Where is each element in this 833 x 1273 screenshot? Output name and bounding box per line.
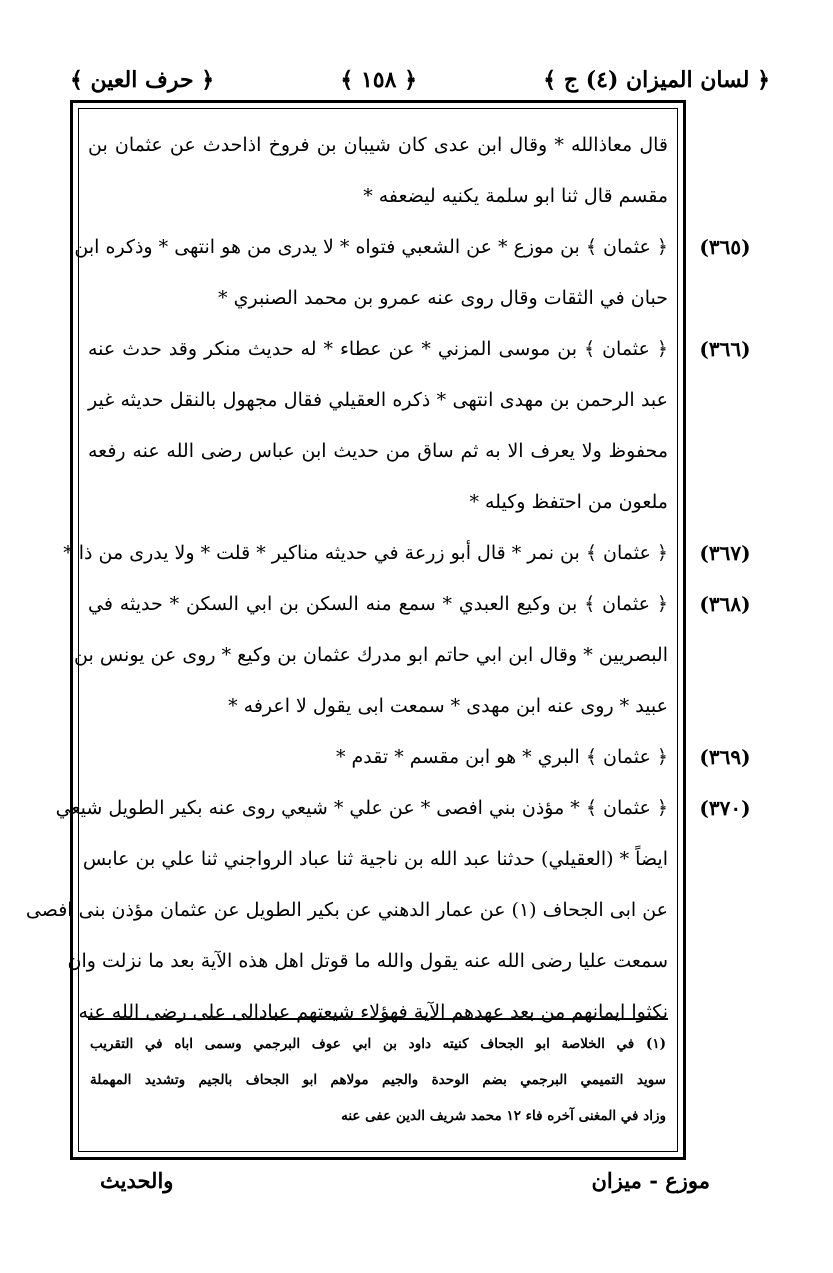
footnote-line: سويد التميمي البرجمي بضم الوحدة والجيم مولاهم ابو الجحاف بالجيم وتشديد المهملة bbox=[90, 1072, 666, 1088]
text-line: نكثوا ايمانهم من بعد عهدهم الآية فهؤلاء شيعتهم عبادالى على رضى الله عنه bbox=[78, 1001, 668, 1023]
page-number: ﴿ ١٥٨ ﴾ bbox=[340, 67, 417, 93]
footnotes bbox=[90, 1026, 666, 1134]
text-line: مقسم قال ثنا ابو سلمة يكنيه ليضعفه * bbox=[363, 185, 668, 207]
catchword-right: موزع - ميزان bbox=[591, 1168, 710, 1193]
entry-number: (٣٦٦) bbox=[699, 337, 751, 361]
entry-number: (٣٦٧) bbox=[699, 541, 751, 565]
text-line: سمعت عليا رضى الله عنه يقول والله ما قوتل اهل هذه الآية بعد ما نزلت وان bbox=[67, 950, 668, 972]
text-line: محفوظ ولا يعرف الا به ثم ساق من حديث ابن عباس رضى الله عنه رفعه bbox=[88, 440, 668, 462]
text-line: ﴿ عثمان ﴾ بن موسى المزني * عن عطاء * له حديث منكر وقد حدث عنه bbox=[88, 338, 668, 360]
text-line: عبد الرحمن بن مهدى انتهى * ذكره العقيلي فقال مجهول بالنقل حديثه غير bbox=[88, 389, 668, 411]
text-line: ايضاً * (العقيلي) حدثنا عبد الله بن ناجية ثنا عباد الرواجني ثنا علي بن عابس bbox=[82, 848, 668, 870]
text-line: عن ابى الجحاف (١) عن عمار الدهني عن بكير الطويل عن عثمان مؤذن بنى افصى bbox=[25, 899, 668, 921]
text-line: حبان في الثقات وقال روى عنه عمرو بن محمد الصنبري * bbox=[218, 287, 668, 309]
entry-number: (٣٧٠) bbox=[699, 796, 751, 820]
catchword-left: والحديث bbox=[100, 1168, 174, 1193]
text-line: ملعون من احتفظ وكيله * bbox=[469, 491, 668, 513]
text-line: ﴿ عثمان ﴾ * مؤذن بني افصى * عن علي * شيعي روى عنه بكير الطويل شيعي bbox=[55, 797, 668, 819]
text-line: قال معاذالله * وقال ابن عدى كان شيبان بن فروخ اذاحدث عن عثمان بن bbox=[88, 134, 668, 156]
footnote-line: (١) في الخلاصة ابو الجحاف كنيته داود بن ابي عوف البرجمي وسمى اباه في التقريب bbox=[90, 1036, 666, 1052]
main-text bbox=[25, 120, 668, 1038]
text-line: ﴿ عثمان ﴾ بن وكيع العبدي * سمع منه السكن بن ابي السكن * حديثه في bbox=[88, 593, 668, 615]
entry-number: (٣٦٨) bbox=[699, 592, 751, 616]
section-title: ﴿ حرف العين ﴾ bbox=[70, 67, 215, 93]
footnote-line: وزاد في المغنى آخره فاء ١٢ محمد شريف الدين عفى عنه bbox=[341, 1108, 666, 1124]
text-line: البصريين * وقال ابن ابي حاتم ابو مدرك عثمان بن وكيع * روى عن يونس بن bbox=[74, 644, 668, 666]
text-line: ﴿ عثمان ﴾ بن نمر * قال أبو زرعة في حديثه مناكير * قلت * ولا يدرى من ذا * bbox=[63, 542, 668, 564]
text-line: ﴿ عثمان ﴾ البري * هو ابن مقسم * تقدم * bbox=[336, 746, 668, 768]
text-line: ﴿ عثمان ﴾ بن موزع * عن الشعبي فتواه * لا يدرى من هو انتهى * وذكره ابن bbox=[74, 236, 668, 258]
entry-number: (٣٦٥) bbox=[699, 235, 751, 259]
entry-number: (٣٦٩) bbox=[699, 745, 751, 769]
book-title: ﴿ لسان الميزان (٤) ج ﴾ bbox=[543, 67, 770, 93]
page-header bbox=[70, 58, 770, 102]
text-line: عبيد * روى عنه ابن مهدى * سمعت ابى يقول لا اعرفه * bbox=[228, 695, 668, 717]
footnote-divider bbox=[88, 1018, 668, 1020]
page-catchwords bbox=[100, 1168, 710, 1218]
